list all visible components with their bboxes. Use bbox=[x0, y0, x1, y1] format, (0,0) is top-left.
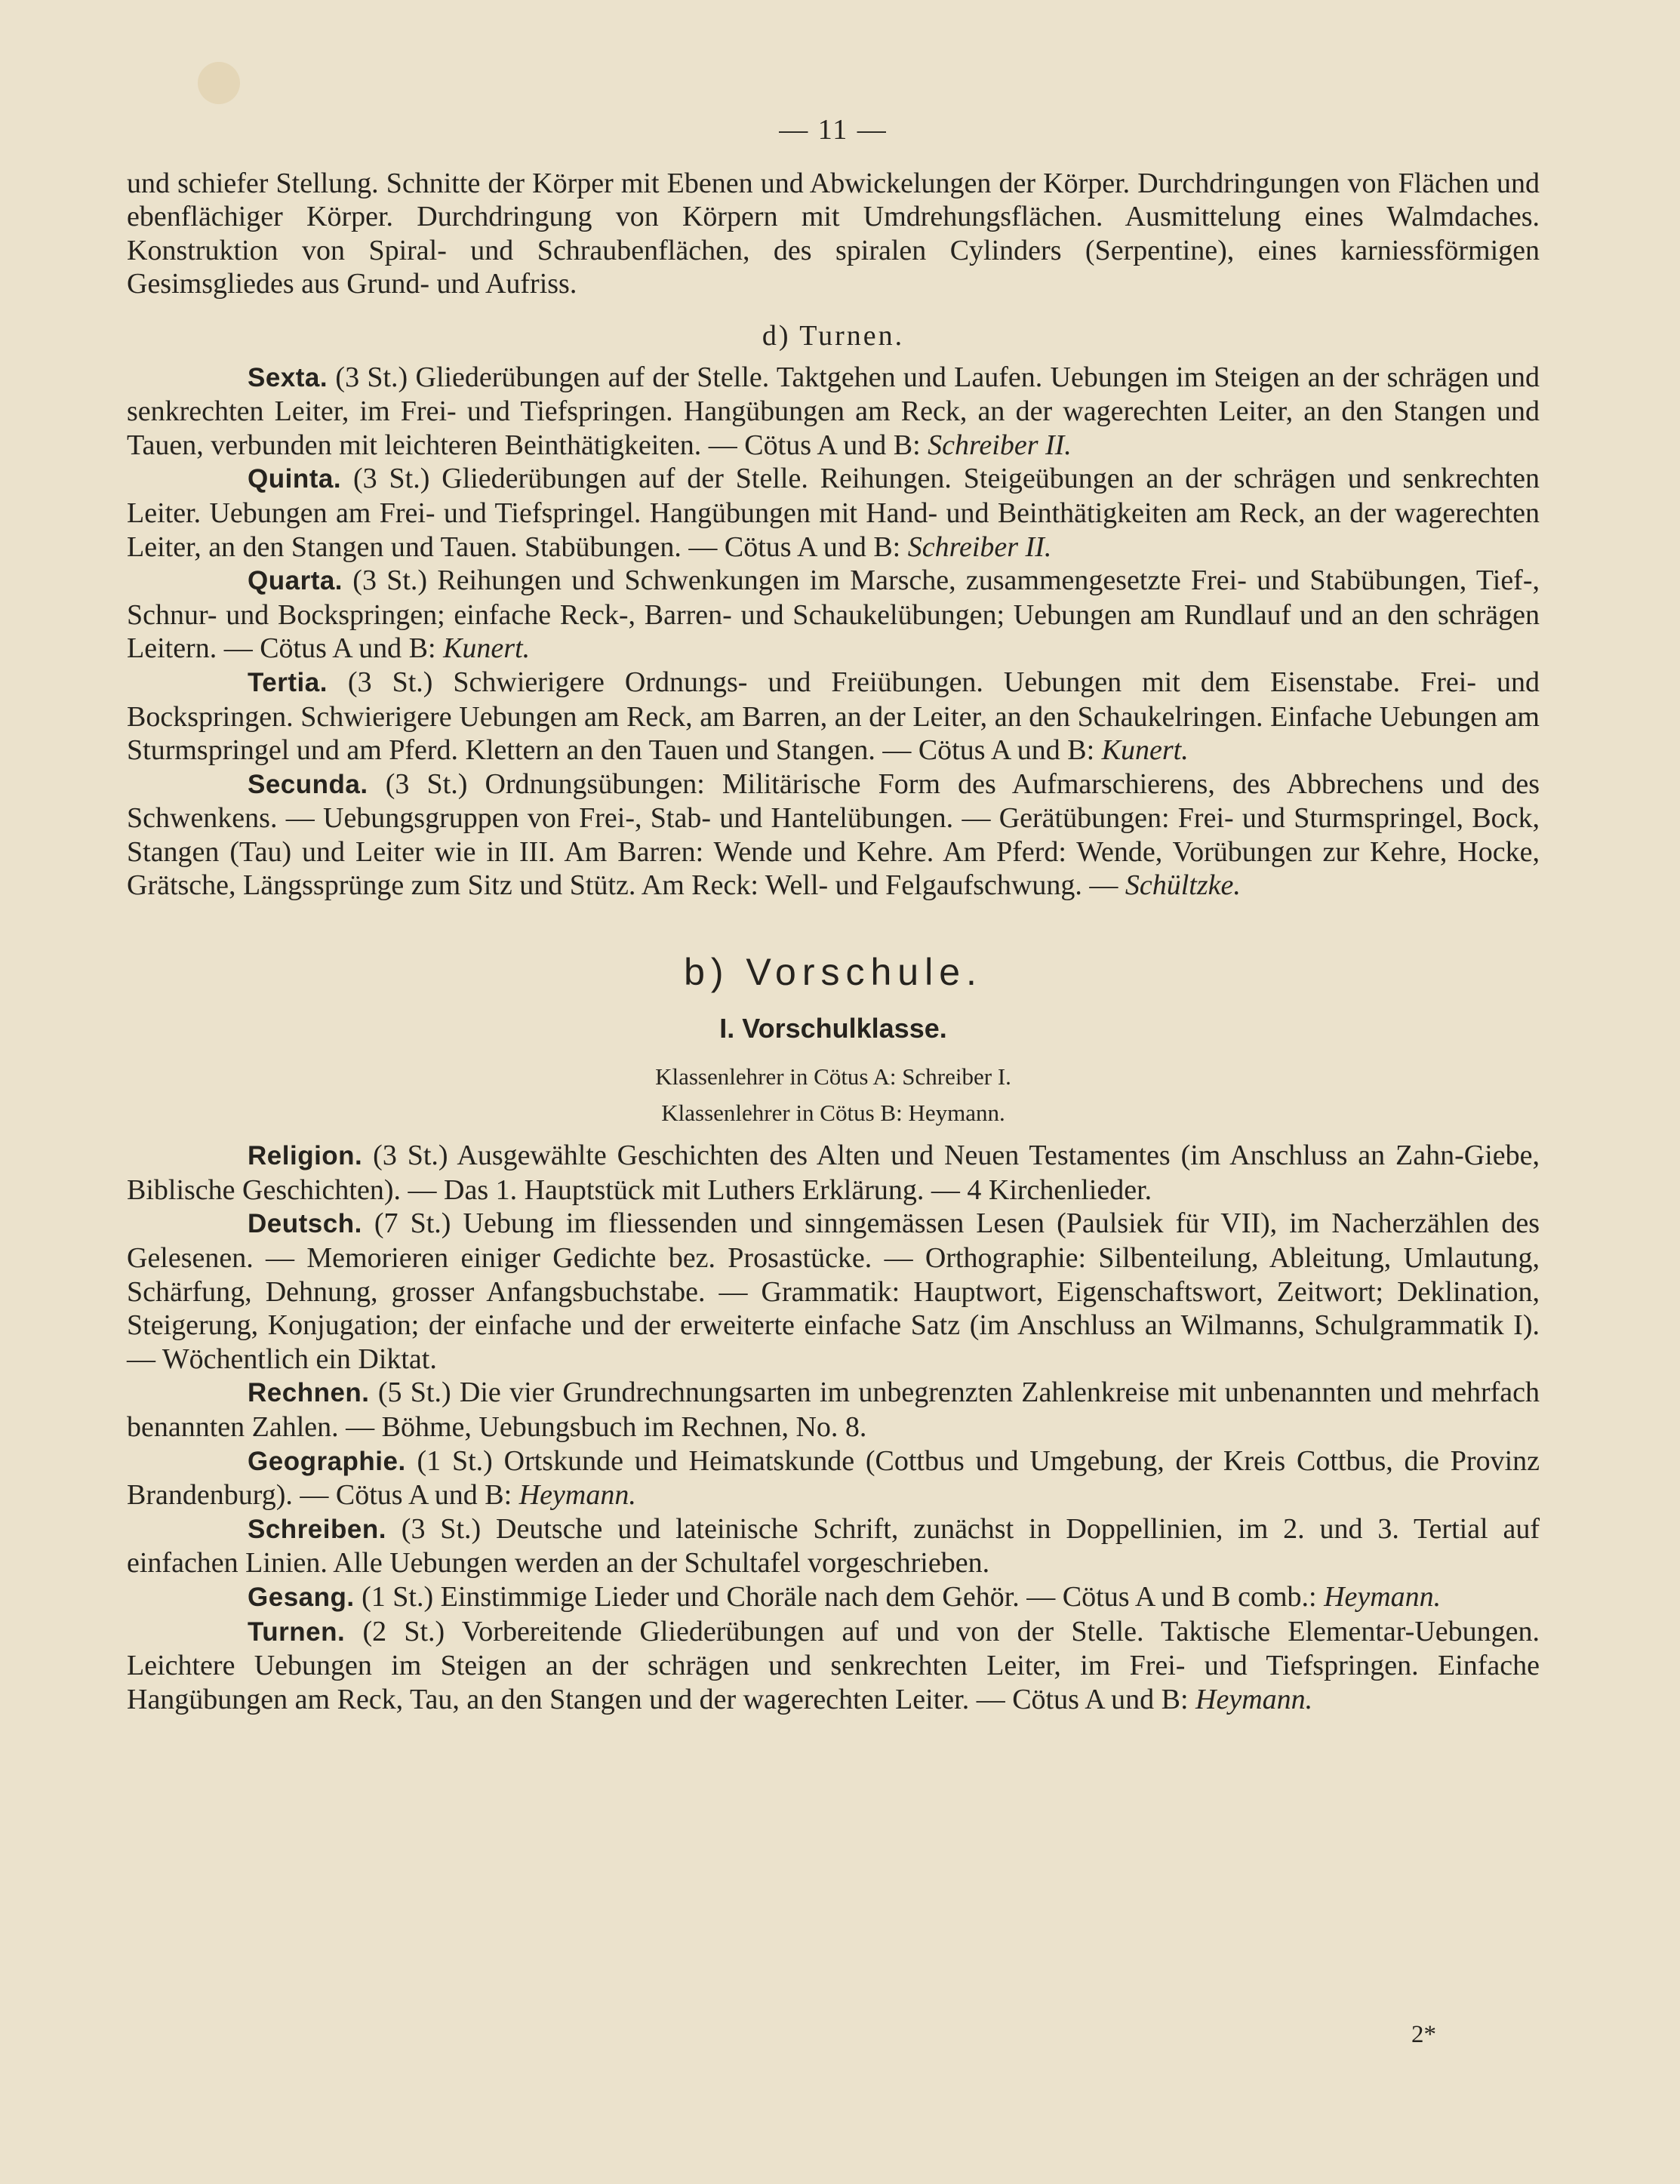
class-label: Secunda. bbox=[248, 769, 368, 799]
paragraph-text: (3 St.) Gliederübungen auf der Stelle. Taktgehen und Laufen. Uebungen im Steigen an der schrägen und senkrechten Leiter, im Frei- und Tiefspringen. Hangübungen am Reck, an der wagerechten Leiter, an den Stangen und Tauen, verbunden mit leichteren Beinthätigkeiten. — Cötus A und B: bbox=[127, 361, 1540, 461]
class-label: Quarta. bbox=[248, 566, 343, 596]
signature-mark: 2* bbox=[1411, 2021, 1436, 2048]
subject-label: Turnen. bbox=[248, 1616, 346, 1647]
class-heading: I. Vorschulklasse. bbox=[719, 1012, 947, 1044]
paragraph-text: (3 St.) Gliederübungen auf der Stelle. Reihungen. Steigeübungen an der schrägen und senkrechten Leiter. Uebungen am Frei- und Tiefspringel. Hangübungen mit Hand- und Beinthätigkeiten am Reck, an der wagerechten Leiter, an den Stangen und Tauen. Stabübungen. — Cötus A und B: bbox=[127, 463, 1540, 563]
class-label: Tertia. bbox=[248, 667, 328, 697]
subject-label: Geographie. bbox=[248, 1446, 406, 1476]
subject-paragraph bbox=[127, 1376, 1540, 1444]
subject-paragraph bbox=[127, 564, 1540, 666]
paragraph-text: (1 St.) Ortskunde und Heimatskunde (Cottbus und Umgebung, der Kreis Cottbus, die Provinz Brandenburg). — Cötus A und B: bbox=[127, 1444, 1540, 1512]
paragraph-text: (3 St.) Ausgewählte Geschichten des Alten und Neuen Testamentes (im Anschluss an Zahn-Giebe, Biblische Geschichten). — Das 1. Hauptstück mit Luthers Erklärung. — 4 Kirchenlieder. bbox=[127, 1140, 1540, 1206]
subject-paragraph bbox=[127, 1207, 1540, 1376]
paragraph-text: (1 St.) Einstimmige Lieder und Choräle nach dem Gehör. — Cötus A und B comb.: bbox=[354, 1580, 1325, 1613]
teacher-name: Schültzke. bbox=[1125, 869, 1241, 902]
paper-stain bbox=[198, 62, 240, 104]
paragraph-text: (2 St.) Vorbereitende Gliederübungen auf und von der Stelle. Taktische Elementar-Uebungen. Leichtere Uebungen im Steigen an der schrägen und senkrechten Leiter, im Frei- und Tiefspringen. Einfache Hangübungen am Reck, Tau, an den Stangen und der wagerechten Leiter. — Cötus A und B: bbox=[127, 1615, 1540, 1715]
subject-label: Gesang. bbox=[248, 1582, 355, 1612]
teacher-name: Schreiber II. bbox=[907, 531, 1052, 563]
paragraph-text: (3 St.) Schwierigere Ordnungs- und Freiübungen. Uebungen mit dem Eisenstabe. Frei- und Bockspringen. Schwierigere Uebungen am Reck, am Barren, an der Leiter, an den Schaukelringen. Einfache Uebungen am Sturmspringel und am Pferd. Klettern an den Tauen und Stangen. — Cötus A und B: bbox=[127, 666, 1540, 767]
paragraph-text: (3 St.) Ordnungsübungen: Militärische Form des Aufmarschierens, des Abbrechens und des Schwenkens. — Uebungsgruppen von Frei-, Stab- und Hantelübungen. — Gerätübungen: Frei- und Sturmspringel, Bock, Stangen (Tau) und Leiter wie in III. Am Barren: Wende und Kehre. Am Pferd: Wende, Vorübungen zur Kehre, Hocke, Grätsche, Längssprünge zum Sitz und Stütz. Am Reck: Well- und Felgaufschwung. — bbox=[127, 767, 1540, 902]
teacher-name: Heymann. bbox=[518, 1479, 636, 1512]
paragraph-text: (7 St.) Uebung im fliessenden und sinngemässen Lesen (Paulsiek für VII), im Nacherzählen des Gelesenen. — Memorieren einiger Gedichte bez. Prosastücke. — Orthographie: Silbenteilung, Ableitung, Umlautung, Schärfung, Dehnung, grosser Anfangsbuchstabe. — Grammatik: Hauptwort, Eigenschaftswort, Zeitwort; Deklination, Steigerung, Konjugation; der einfache und der erweiterte einfache Satz (im Anschluss an Wilmanns, Schulgrammatik I). — Wöchentlich ein Diktat. bbox=[127, 1207, 1540, 1375]
subject-paragraph bbox=[127, 767, 1540, 903]
subject-label: Schreiben. bbox=[248, 1514, 386, 1544]
class-label: Quinta. bbox=[248, 464, 342, 494]
section-heading-vorschule: b) Vorschule. bbox=[684, 951, 983, 994]
page-number: — 11 — bbox=[779, 114, 888, 146]
subject-paragraph bbox=[127, 1615, 1540, 1717]
subject-paragraph bbox=[127, 1580, 1540, 1615]
subject-paragraph bbox=[127, 1444, 1540, 1512]
subject-paragraph bbox=[127, 1512, 1540, 1580]
teacher-name: Kunert. bbox=[1101, 734, 1189, 767]
subject-label: Deutsch. bbox=[248, 1209, 362, 1239]
subject-label: Religion. bbox=[248, 1141, 363, 1171]
teacher-name: Kunert. bbox=[443, 632, 531, 665]
turnen-section bbox=[127, 361, 1540, 903]
teacher-name: Heymann. bbox=[1195, 1683, 1313, 1715]
paragraph-text: (3 St.) Reihungen und Schwenkungen im Marsche, zusammengesetzte Frei- und Stabübungen, Tief-, Schnur- und Bockspringen; einfache Reck-, Barren- und Schaukelübungen; Uebungen am Rundlauf und an den schrägen Leitern. — Cötus A und B: bbox=[127, 564, 1540, 665]
teacher-name: Heymann. bbox=[1324, 1580, 1442, 1613]
class-teacher-b: Klassenlehrer in Cötus B: Heymann. bbox=[661, 1100, 1005, 1127]
subject-paragraph bbox=[127, 1139, 1540, 1207]
subject-paragraph bbox=[127, 462, 1540, 564]
class-label: Sexta. bbox=[248, 362, 328, 392]
section-heading-turnen: d) Turnen. bbox=[762, 319, 905, 352]
vorschule-section bbox=[127, 1139, 1540, 1716]
paragraph-text: (3 St.) Deutsche und lateinische Schrift, zunächst in Doppellinien, im 2. und 3. Tertial auf einfachen Linien. Alle Uebungen werden an der Schultafel vorgeschrieben. bbox=[127, 1512, 1540, 1580]
document-page bbox=[127, 113, 1540, 1716]
subject-paragraph bbox=[127, 666, 1540, 767]
paragraph-text: (5 St.) Die vier Grundrechnungsarten im unbegrenzten Zahlenkreise mit unbenannten und mehrfach benannten Zahlen. — Böhme, Uebungsbuch im Rechnen, No. 8. bbox=[127, 1377, 1540, 1443]
subject-label: Rechnen. bbox=[248, 1378, 370, 1408]
intro-paragraph: und schiefer Stellung. Schnitte der Körper mit Ebenen und Abwickelungen der Körper. Durchdringungen von Flächen und ebenflächiger Körper. Durchdringung von Körpern mit Umdrehungsflächen. Ausmittelung eines Walmdaches. Konstruktion von Spiral- und Schraubenflächen, des spiralen Cylinders (Serpentine), eines karniessförmigen Gesimsgliedes aus Grund- und Aufriss. bbox=[127, 167, 1540, 300]
class-teacher-a: Klassenlehrer in Cötus A: Schreiber I. bbox=[655, 1063, 1011, 1090]
subject-paragraph bbox=[127, 361, 1540, 463]
teacher-name: Schreiber II. bbox=[928, 429, 1072, 461]
